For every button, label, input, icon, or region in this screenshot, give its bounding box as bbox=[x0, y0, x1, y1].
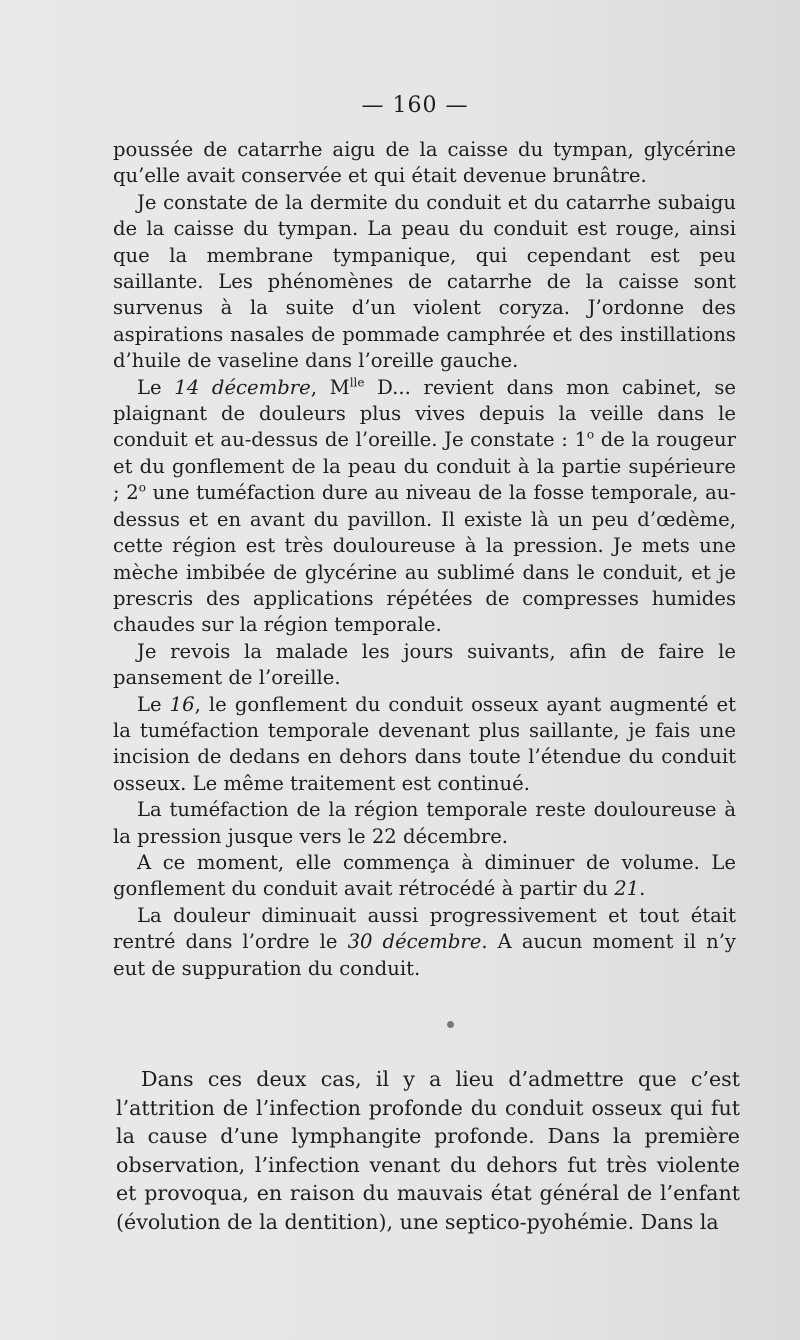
paragraph: Je constate de la dermite du conduit et du catarrhe subaigu de la caisse du tympan. La peau du conduit est rouge, ainsi que la membrane tympanique, qui cependant est peu saillante. Les phénomènes de catarrhe de la caisse sont survenus à la suite d’un violent coryza. J’ordonne des aspirations nasales de pommade camphrée et des instillations d’huile de vaseline dans l’oreille gauche. bbox=[113, 190, 736, 373]
paragraph: Le 14 décembre, $M^{lle}$ D... revient dans mon cabinet, se plaignant de douleurs plus vives depuis la veille dans le conduit et au-dessus de l’oreille. Je constate : 1$^o$ de la rougeur et du gonflement de la peau du conduit à la partie supérieure ; 2$^o$ une tuméfaction dure au niveau de la fosse temporale, au-dessus et en avant du pavillon. Il existe là un peu d’œdème, cette région est très douloureuse à la pression. Je mets une mèche imbibée de glycérine au sublimé dans le conduit, et je prescris des applications répétées de compresses humides chaudes sur la région temporale. bbox=[113, 375, 737, 637]
paragraph: Le 16, le gonflement du conduit osseux ayant augmenté et la tuméfaction temporale devenant plus saillante, je fais une incision de dedans en dehors dans toute l’étendue du conduit osseux. Le même traitement est continué. bbox=[113, 692, 736, 795]
section-ornament bbox=[447, 1021, 454, 1028]
date: 14 décembre bbox=[174, 375, 311, 399]
paragraph: La tuméfaction de la région temporale reste douloureuse à la pression jusque vers le 22 décembre. bbox=[113, 798, 736, 848]
date: 16 bbox=[169, 692, 195, 716]
body-text bbox=[113, 137, 736, 982]
paragraph: La douleur diminuait aussi progressivement et tout était rentré dans l’ordre le 30 décembre. A aucun moment il n’y eut de suppuration du conduit. bbox=[113, 903, 736, 980]
paragraph: Je revois la malade les jours suivants, afin de faire le pansement de l’oreille. bbox=[113, 639, 736, 690]
paragraph: A ce moment, elle commença à diminuer de volume. Le gonflement du conduit avait rétrocédé à partir du 21. bbox=[113, 850, 736, 901]
paragraph: poussée de catarrhe aigu de la caisse du tympan, glycérine qu’elle avait conservée et qui était devenue brunâtre. bbox=[113, 138, 736, 188]
page-number: — 160 — bbox=[361, 93, 469, 118]
date: 21 bbox=[614, 877, 640, 901]
conclusion-text bbox=[116, 1065, 740, 1237]
date: 30 décembre bbox=[347, 930, 482, 954]
paragraph: Dans ces deux cas, il y a lieu d’admettre que c’est l’attrition de l’infection profonde du conduit osseux qui fut la cause d’une lymphangite profonde. Dans la première observation, l’infection venant du dehors fut très violente et provoqua, en raison du mauvais état général de l’enfant (évolution de la dentition), une septico-pyohémie. Dans la bbox=[116, 1067, 740, 1234]
